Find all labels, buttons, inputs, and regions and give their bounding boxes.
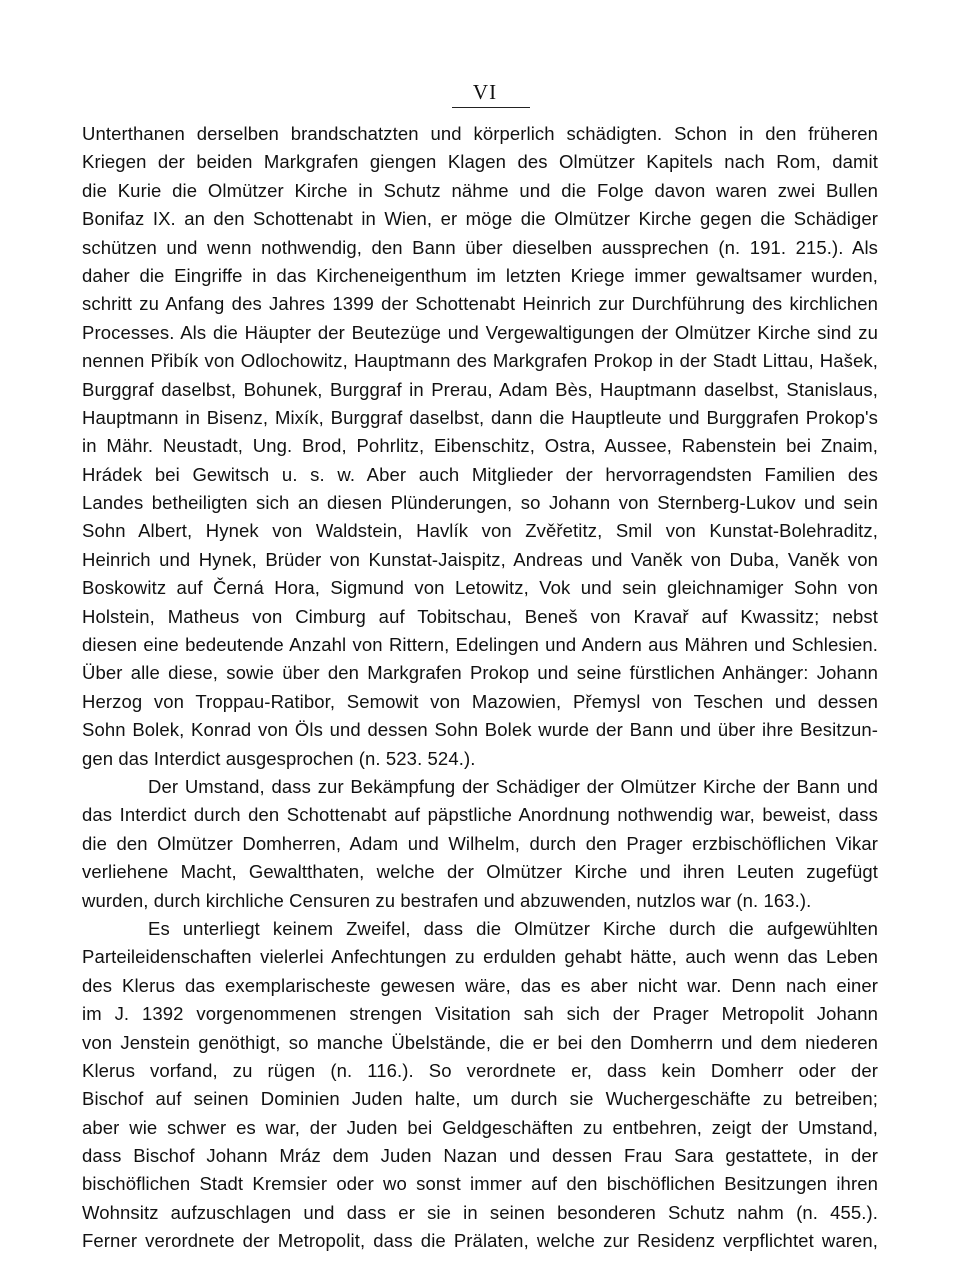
text-line: Klerus vorfand, zu rügen (n. 116.). So verordnete er, dass kein Domherr oder der [82,1059,878,1081]
text-line: bischöflichen Stadt Kremsier oder wo sonst immer auf den bischöflichen Besitzungen ihren [82,1173,878,1195]
text-line: Herzog von Troppau-Ratibor, Semowit von Mazowien, Přemysl von Teschen und dessen [82,690,878,712]
text-line: nennen Přibík von Odlochowitz, Hauptmann des Markgrafen Prokop in der Stadt Littau, Hašek, [82,350,878,372]
text-line: wurden, durch kirchliche Censuren zu bestrafen und abzuwenden, nutzlos war (n. 163.). [82,889,812,911]
text-line: verliehene Macht, Gewaltthaten, welche der Olmützer Kirche und ihren Leuten zugefügt [82,861,878,883]
text-line: aber wie schwer es war, der Juden bei Geldgeschäften zu entbehren, zeigt der Umstand, [82,1116,878,1138]
text-line: Über alle diese, sowie über den Markgrafen Prokop und seine fürstlichen Anhänger: Johann [82,662,878,684]
text-line: Boskowitz auf Černá Hora, Sigmund von Letowitz, Vok und sein gleichnamiger Sohn von [82,577,878,599]
text-line: Unterthanen derselben brandschatzten und körperlich schädigten. Schon in den früheren [82,123,878,144]
text-line: diesen eine bedeutende Anzahl von Rittern, Edelingen und Andern aus Mähren und Schlesien. [82,634,878,656]
text-line: Sohn Bolek, Konrad von Öls und dessen Sohn Bolek wurde der Bann und über ihre Besitzun- [82,719,878,741]
text-line: schritt zu Anfang des Jahres 1399 der Schottenabt Heinrich zur Durchführung des kirchlichen [82,293,878,315]
text-line: in Mähr. Neustadt, Ung. Brod, Pohrlitz, Eibenschitz, Ostra, Aussee, Rabenstein bei Znaim, [82,435,878,457]
text-line: des Klerus das exemplarischeste gewesen wäre, das es aber nicht war. Denn nach einer [82,974,878,996]
text-line: Heinrich und Hynek, Brüder von Kunstat-Jaispitz, Andreas und Vaněk von Duba, Vaněk von [82,548,878,570]
paragraph [82,773,878,915]
paragraph [82,120,878,773]
text-line: Es unterliegt keinem Zweifel, dass die Olmützer Kirche durch die aufgewühlten [148,917,878,939]
paragraph [82,915,878,1256]
text-line: das Interdict durch den Schottenabt auf päpstliche Anordnung nothwendig war, beweist, dass [82,804,878,826]
text-line: Der Umstand, dass zur Bekämpfung der Schädiger der Olmützer Kirche der Bann und [148,775,878,797]
text-line: Bonifaz IX. an den Schottenabt in Wien, er möge die Olmützer Kirche gegen die Schädiger [82,208,878,230]
text-line: von Jenstein genöthigt, so manche Übelstände, die er bei den Domherrn und dem niederen [82,1031,878,1053]
header-rule [452,107,530,108]
page-number: VI [472,80,498,104]
text-line: schützen und wenn nothwendig, den Bann über dieselben aussprechen (n. 191. 215.). Als [82,236,878,258]
text-line: Burggraf daselbst, Bohunek, Burggraf in Prerau, Adam Bès, Hauptmann daselbst, Stanislaus, [82,378,878,400]
text-line: gen das Interdict ausgesprochen (n. 523. 524.). [82,747,476,769]
text-line: Sohn Albert, Hynek von Waldstein, Havlík von Zvěřetitz, Smil von Kunstat-Bolehraditz, [82,520,878,542]
text-line: die den Olmützer Domherren, Adam und Wilhelm, durch den Prager erzbischöflichen Vikar [82,832,878,854]
body-text [82,120,878,1256]
text-line: daher die Eingriffe in das Kircheneigenthum im letzten Kriege immer gewaltsamer wurden, [82,264,878,286]
text-line: Hrádek bei Gewitsch u. s. w. Aber auch Mitglieder der hervorragendsten Familien des [82,463,878,485]
text-line: Holstein, Matheus von Cimburg auf Tobitschau, Beneš von Kravař auf Kwassitz; nebst [82,605,878,627]
text-line: Bischof auf seinen Dominien Juden halte, um durch sie Wuchergeschäfte zu betreiben; [82,1088,878,1110]
text-line: Processes. Als die Häupter der Beutezüge und Vergewaltigungen der Olmützer Kirche sind zu [82,321,878,343]
text-line: Wohnsitz aufzuschlagen und dass er sie in seinen besonderen Schutz nahm (n. 455.). [82,1201,878,1223]
text-line: Kriegen der beiden Markgrafen giengen Klagen des Olmützer Kapitels nach Rom, damit [82,151,878,173]
text-line: Hauptmann in Bisenz, Mixík, Burggraf daselbst, dann die Hauptleute und Burggrafen Prokop's [82,406,878,428]
text-line: Landes betheiligten sich an diesen Plünderungen, so Johann von Sternberg-Lukov und sein [82,492,878,514]
text-line: dass Bischof Johann Mráz dem Juden Nazan und dessen Frau Sara gestattete, in der [82,1145,878,1167]
text-line: im J. 1392 vorgenommenen strengen Visitation sah sich der Prager Metropolit Johann [82,1003,878,1025]
text-line: Parteileidenschaften vielerlei Anfechtungen zu erdulden gehabt hätte, auch wenn das Leben [82,946,878,968]
text-line: Ferner verordnete der Metropolit, dass die Prälaten, welche zur Residenz verpflichtet waren, [82,1230,878,1252]
text-line: die Kurie die Olmützer Kirche in Schutz nähme und die Folge davon waren zwei Bullen [82,179,878,201]
